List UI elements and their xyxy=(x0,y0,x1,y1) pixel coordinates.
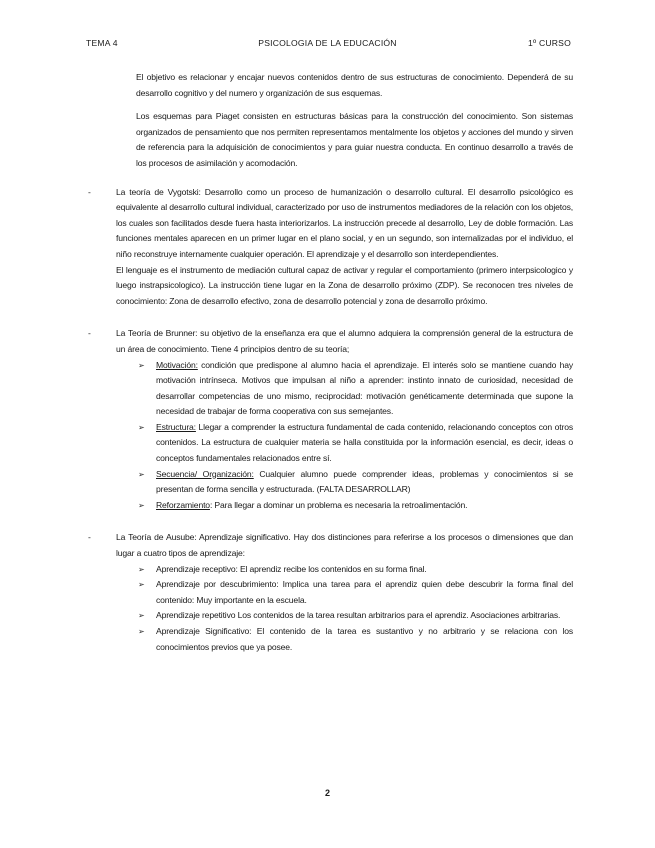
header-course: 1º CURSO xyxy=(528,38,571,48)
page-number: 2 xyxy=(324,788,330,798)
arrow-bullet-icon: ➢ xyxy=(138,500,145,510)
brunner-item-reforzamiento xyxy=(86,498,573,514)
arrow-bullet-icon: ➢ xyxy=(138,580,145,590)
ausube-item-repetitivo xyxy=(86,608,573,624)
arrow-bullet-icon: ➢ xyxy=(138,469,145,479)
list-item: Aprendizaje Significativo: El contenido de la tarea es sustantivo y no arbitrario y se relaciona con los conocimientos previos que ya posee. xyxy=(156,626,573,652)
brunner-item-estructura xyxy=(86,420,573,467)
vygotski-paragraph-1: La teoría de Vygotski: Desarrollo como un proceso de humanización o desarrollo cultural. El desarrollo psicológico es equivalente al desarrollo cultural individual, caracterizado por uso de instrumentos mediadores de la relación con los objetos, los cuales son facilitados desde fuera hasta interiorizarlos. La instrucción precede al desarrollo, Ley de doble formación. Las funciones mentales aparecen en un primer lugar en el plano social, y en un segundo, son internalizadas por el individuo, el niño reconstruye internamente cualquier operación. El aprendizaje y el desarrollo son interdependientes. xyxy=(116,186,573,259)
term-label: Estructura: xyxy=(156,421,196,432)
term-label: Motivación: xyxy=(156,359,198,370)
dash-marker: - xyxy=(88,328,91,339)
term-description: Cualquier alumno puede comprender ideas, problemas y conocimientos si se presentan de forma sencilla y estructurada. (FALTA DESARROLLAR) xyxy=(156,468,573,495)
term-label: Secuencia/ Organización: xyxy=(156,468,254,479)
brunner-item-secuencia xyxy=(86,467,573,498)
arrow-bullet-icon: ➢ xyxy=(138,564,145,574)
brunner-item-motivacion xyxy=(86,358,573,420)
term-label: Reforzamiento xyxy=(156,499,210,510)
ausube-item-descubrimiento xyxy=(86,577,573,608)
brunner-intro: La Teoría de Brunner: su objetivo de la enseñanza era que el alumno adquiera la comprensión general de la estructura de un área de conocimiento. Tiene 4 principios dentro de su teoría; xyxy=(116,328,573,354)
section-ausube xyxy=(86,530,573,561)
term-description: : Para llegar a dominar un problema es necesaria la retroalimentación. xyxy=(209,499,468,510)
header-topic: TEMA 4 xyxy=(86,38,118,48)
intro-paragraph-1: El objetivo es relacionar y encajar nuevos contenidos dentro de sus estructuras de conocimiento. Dependerá de su desarrollo cognitivo y del numero y organización de sus esquemas. xyxy=(136,72,573,98)
section-vygotski xyxy=(86,185,573,310)
header-subject: PSICOLOGIA DE LA EDUCACIÓN xyxy=(258,38,397,48)
term-description: condición que predispone al alumno hacia el aprendizaje. El interés solo se mantiene cuando hay motivación intrínseca. Motivos que impulsan al niño a aprender: instinto innato de curiosidad, necesidad de desarrollar competencias de uno mismo, reciprocidad: motivación genéticamente determinada que supone la necesidad de trabajar de forma cooperativa con sus semejantes. xyxy=(156,359,573,417)
page-body xyxy=(86,70,573,655)
arrow-bullet-icon: ➢ xyxy=(138,627,145,636)
arrow-bullet-icon: ➢ xyxy=(138,611,145,621)
term-description: Llegar a comprender la estructura fundamental de cada contenido, relacionando conceptos con otros contenidos. La estructura de cualquier materia se halla constituida por la información esencial, es decir, ideas o conceptos fundamentales relacionados entre sí. xyxy=(156,421,573,464)
section-brunner xyxy=(86,326,573,357)
list-item: Aprendizaje receptivo: El aprendiz recibe los contenidos en su forma final. xyxy=(156,563,427,574)
list-item: Aprendizaje repetitivo Los contenidos de la tarea resultan arbitrarios para el aprendiz. Asociaciones arbitrarias. xyxy=(156,610,561,621)
dash-marker: - xyxy=(88,532,91,543)
dash-marker: - xyxy=(88,186,91,197)
ausube-item-significativo xyxy=(86,624,573,655)
vygotski-paragraph-2: El lenguaje es el instrumento de mediación cultural capaz de activar y regular el comportamiento (primero interpsicologico y luego instrapsicologico). La instrucción tiene lugar en la Zona de desarrollo próximo (ZDP). Se reconocen tres niveles de conocimiento: Zona de desarrollo efectivo, zona de desarrollo potencial y zona de desarrollo próximo. xyxy=(116,264,573,306)
list-item: Aprendizaje por descubrimiento: Implica una tarea para el aprendiz quien debe descubrir la forma final del contenido: Muy importante en la escuela. xyxy=(156,579,573,605)
ausube-intro: La Teoría de Ausube: Aprendizaje significativo. Hay dos distinciones para referirse a los procesos o dimensiones que dan lugar a cuatro tipos de aprendizaje: xyxy=(116,532,573,559)
arrow-bullet-icon: ➢ xyxy=(138,422,145,432)
ausube-item-receptivo xyxy=(86,562,573,578)
intro-paragraph-2: Los esquemas para Piaget consisten en estructuras básicas para la construcción del conocimiento. Son sistemas organizados de pensamiento que nos permiten representamos mentalmente los objetos y acciones del mundo y sirven de referencia para la adquisición de conocimientos y para guiar nuestra conducta. En continuo desarrollo a través de los procesos de asimilación y acomodación. xyxy=(136,111,573,168)
arrow-bullet-icon: ➢ xyxy=(138,360,145,370)
